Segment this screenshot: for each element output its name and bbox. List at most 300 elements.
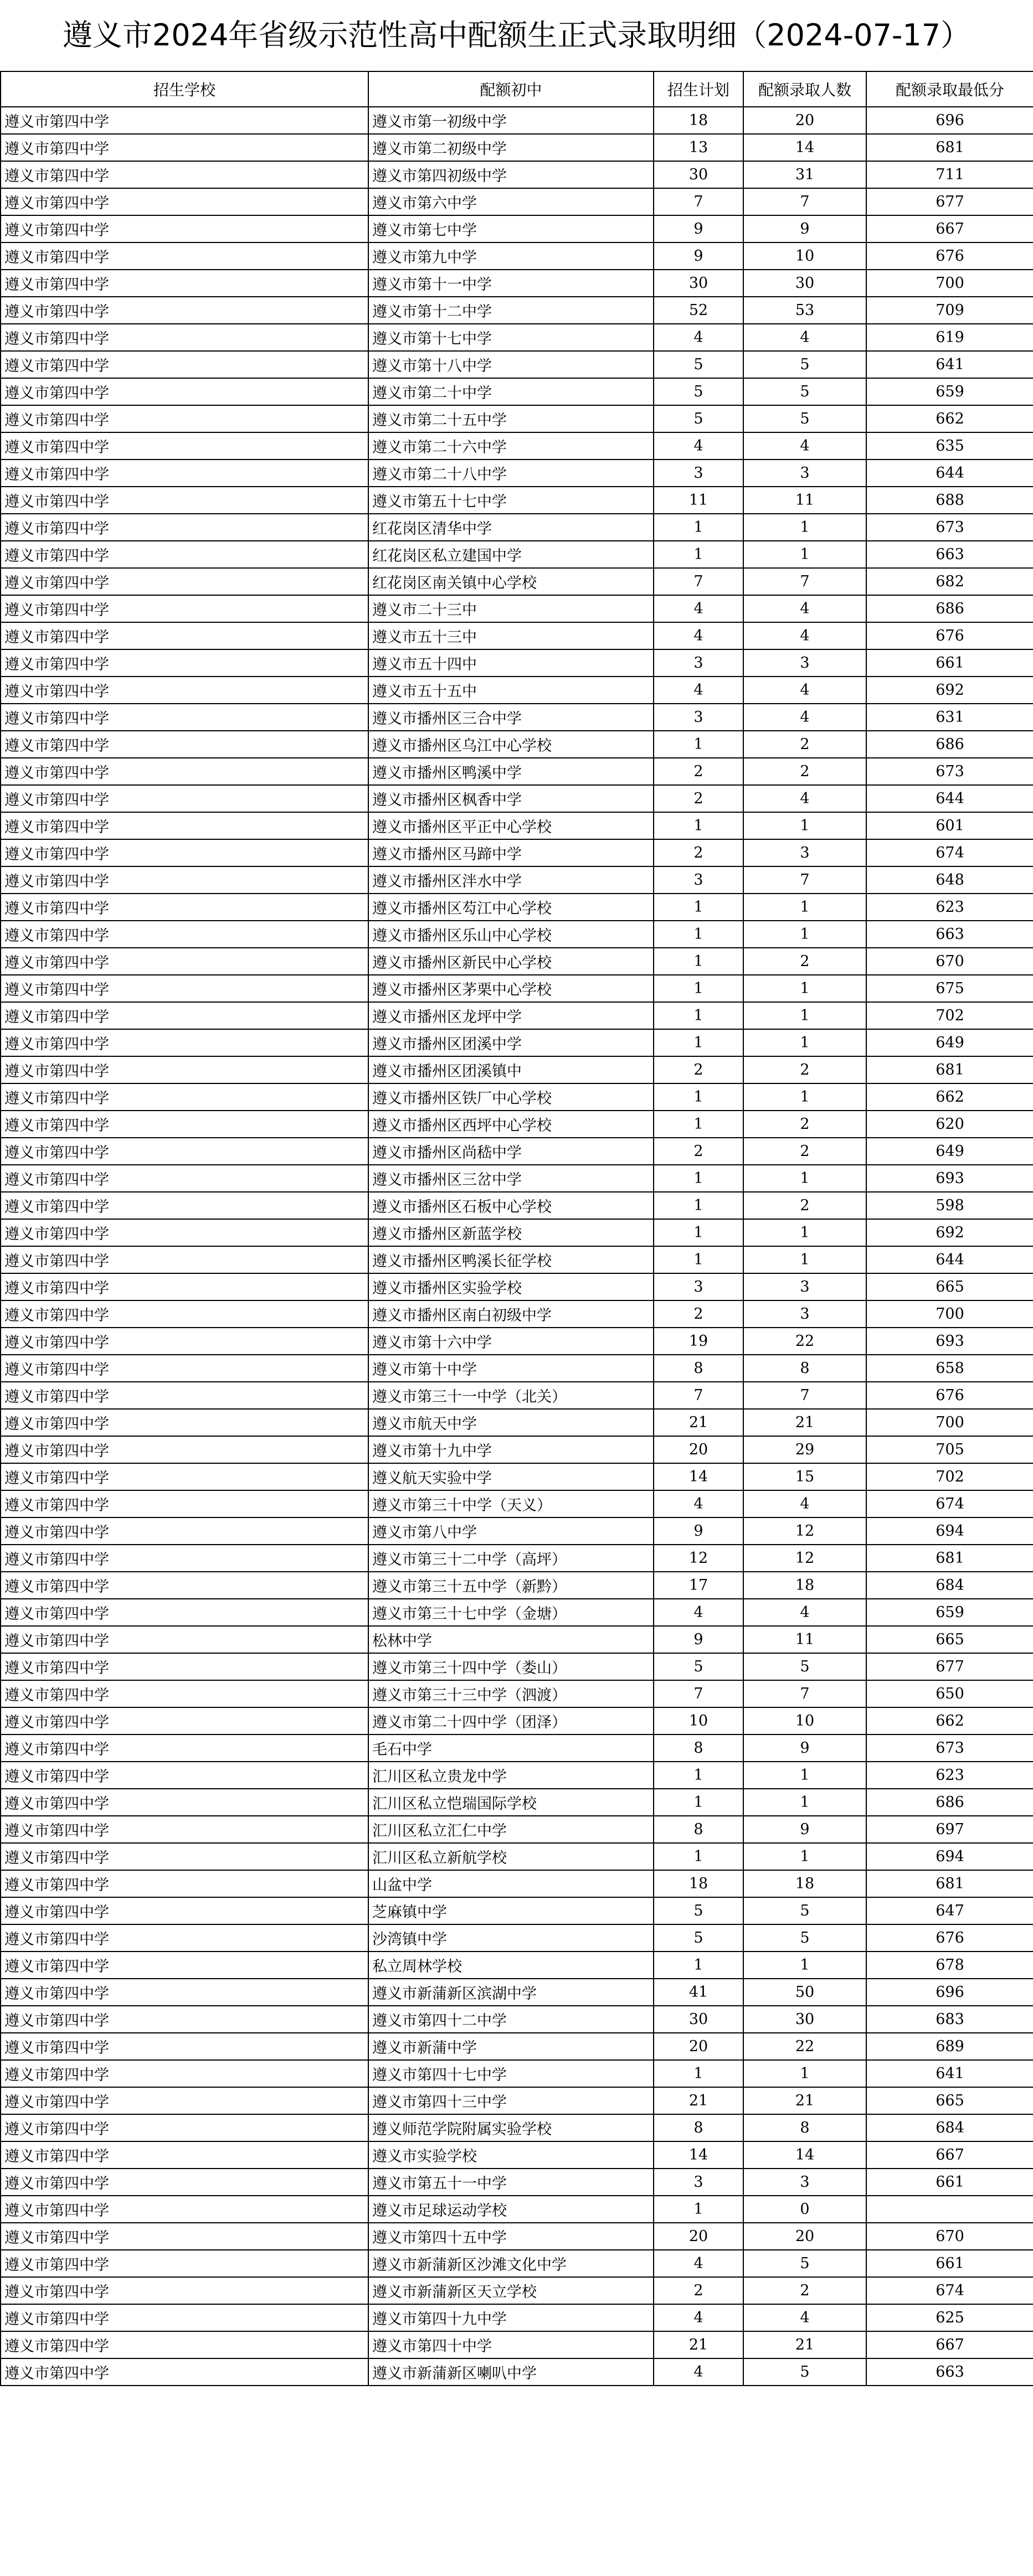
min-score-cell: 677 xyxy=(866,188,1033,215)
school-cell: 遵义市第四中学 xyxy=(1,2087,368,2114)
plan-cell: 3 xyxy=(654,1273,743,1300)
school-cell: 遵义市第四中学 xyxy=(1,731,368,758)
middle-school-cell: 红花岗区南关镇中心学校 xyxy=(368,568,654,595)
school-cell: 遵义市第四中学 xyxy=(1,432,368,460)
min-score-cell: 674 xyxy=(866,2277,1033,2304)
admitted-cell: 3 xyxy=(743,2169,866,2196)
admitted-cell: 30 xyxy=(743,2006,866,2033)
table-row xyxy=(1,1138,1033,1165)
admitted-cell: 9 xyxy=(743,1734,866,1762)
plan-cell: 1 xyxy=(654,1843,743,1870)
min-score-cell: 693 xyxy=(866,1328,1033,1355)
admitted-cell: 4 xyxy=(743,677,866,704)
plan-cell: 2 xyxy=(654,1056,743,1083)
table-row xyxy=(1,2196,1033,2223)
plan-cell: 9 xyxy=(654,242,743,270)
admitted-cell: 5 xyxy=(743,1897,866,1924)
min-score-cell: 641 xyxy=(866,351,1033,378)
table-row xyxy=(1,432,1033,460)
school-cell: 遵义市第四中学 xyxy=(1,1246,368,1273)
middle-school-cell: 遵义市新蒲新区天立学校 xyxy=(368,2277,654,2304)
table-row xyxy=(1,595,1033,622)
middle-school-cell: 遵义市第三十四中学（娄山） xyxy=(368,1653,654,1680)
min-score-cell: 623 xyxy=(866,894,1033,921)
admitted-cell: 4 xyxy=(743,324,866,351)
middle-school-cell: 遵义市新蒲新区沙滩文化中学 xyxy=(368,2250,654,2277)
school-cell: 遵义市第四中学 xyxy=(1,2304,368,2331)
middle-school-cell: 遵义市第二十六中学 xyxy=(368,432,654,460)
min-score-cell: 667 xyxy=(866,2141,1033,2169)
table-row xyxy=(1,134,1033,161)
school-cell: 遵义市第四中学 xyxy=(1,188,368,215)
table-row xyxy=(1,378,1033,405)
min-score-cell: 686 xyxy=(866,595,1033,622)
plan-cell: 5 xyxy=(654,378,743,405)
min-score-cell: 681 xyxy=(866,134,1033,161)
table-row xyxy=(1,1409,1033,1436)
school-cell: 遵义市第四中学 xyxy=(1,1355,368,1382)
admitted-cell: 1 xyxy=(743,541,866,568)
school-cell: 遵义市第四中学 xyxy=(1,2169,368,2196)
plan-cell: 3 xyxy=(654,460,743,487)
admitted-cell: 3 xyxy=(743,460,866,487)
admitted-cell: 4 xyxy=(743,1599,866,1626)
table-row xyxy=(1,866,1033,894)
plan-cell: 1 xyxy=(654,948,743,975)
min-score-cell: 684 xyxy=(866,1572,1033,1599)
header-row xyxy=(1,71,1033,107)
admitted-cell: 7 xyxy=(743,188,866,215)
plan-cell: 1 xyxy=(654,975,743,1002)
middle-school-cell: 遵义市第三十五中学（新黔） xyxy=(368,1572,654,1599)
middle-school-cell: 遵义市播州区实验学校 xyxy=(368,1273,654,1300)
min-score-cell: 661 xyxy=(866,649,1033,677)
plan-cell: 20 xyxy=(654,2033,743,2060)
school-cell: 遵义市第四中学 xyxy=(1,107,368,134)
min-score-cell: 686 xyxy=(866,1789,1033,1816)
school-cell: 遵义市第四中学 xyxy=(1,1138,368,1165)
plan-cell: 4 xyxy=(654,677,743,704)
plan-cell: 13 xyxy=(654,134,743,161)
school-cell: 遵义市第四中学 xyxy=(1,2114,368,2141)
school-cell: 遵义市第四中学 xyxy=(1,514,368,541)
min-score-cell: 658 xyxy=(866,1355,1033,1382)
middle-school-cell: 松林中学 xyxy=(368,1626,654,1653)
admitted-cell: 5 xyxy=(743,1653,866,1680)
middle-school-cell: 遵义市第七中学 xyxy=(368,215,654,242)
middle-school-cell: 遵义市第九中学 xyxy=(368,242,654,270)
plan-cell: 2 xyxy=(654,758,743,785)
school-cell: 遵义市第四中学 xyxy=(1,2250,368,2277)
school-cell: 遵义市第四中学 xyxy=(1,1490,368,1517)
plan-cell: 21 xyxy=(654,2331,743,2358)
table-row xyxy=(1,1192,1033,1219)
school-cell: 遵义市第四中学 xyxy=(1,1463,368,1490)
middle-school-cell: 遵义市第四十中学 xyxy=(368,2331,654,2358)
min-score-cell: 601 xyxy=(866,812,1033,839)
plan-cell: 7 xyxy=(654,1680,743,1707)
middle-school-cell: 汇川区私立贵龙中学 xyxy=(368,1762,654,1789)
middle-school-cell: 遵义市播州区三岔中学 xyxy=(368,1165,654,1192)
school-cell: 遵义市第四中学 xyxy=(1,1734,368,1762)
min-score-cell: 641 xyxy=(866,2060,1033,2087)
school-cell: 遵义市第四中学 xyxy=(1,1816,368,1843)
plan-cell: 5 xyxy=(654,351,743,378)
admitted-cell: 4 xyxy=(743,785,866,812)
plan-cell: 8 xyxy=(654,1734,743,1762)
school-cell: 遵义市第四中学 xyxy=(1,2277,368,2304)
table-row xyxy=(1,2331,1033,2358)
middle-school-cell: 遵义市播州区平正中心学校 xyxy=(368,812,654,839)
middle-school-cell: 遵义市播州区泮水中学 xyxy=(368,866,654,894)
middle-school-cell: 遵义市第二十四中学（团泽） xyxy=(368,1707,654,1734)
middle-school-cell: 遵义市第四十五中学 xyxy=(368,2223,654,2250)
min-score-cell: 705 xyxy=(866,1436,1033,1463)
column-header-plan: 招生计划 xyxy=(654,71,743,107)
school-cell: 遵义市第四中学 xyxy=(1,1924,368,1952)
plan-cell: 8 xyxy=(654,2114,743,2141)
min-score-cell: 700 xyxy=(866,270,1033,297)
table-row xyxy=(1,351,1033,378)
admitted-cell: 21 xyxy=(743,2087,866,2114)
admitted-cell: 2 xyxy=(743,1056,866,1083)
table-row xyxy=(1,649,1033,677)
admitted-cell: 5 xyxy=(743,2250,866,2277)
school-cell: 遵义市第四中学 xyxy=(1,2060,368,2087)
plan-cell: 9 xyxy=(654,215,743,242)
school-cell: 遵义市第四中学 xyxy=(1,1056,368,1083)
admitted-cell: 30 xyxy=(743,270,866,297)
table-row xyxy=(1,568,1033,595)
school-cell: 遵义市第四中学 xyxy=(1,1219,368,1246)
plan-cell: 1 xyxy=(654,1219,743,1246)
table-row xyxy=(1,677,1033,704)
table-row xyxy=(1,1490,1033,1517)
plan-cell: 10 xyxy=(654,1707,743,1734)
plan-cell: 4 xyxy=(654,595,743,622)
plan-cell: 12 xyxy=(654,1545,743,1572)
admitted-cell: 53 xyxy=(743,297,866,324)
min-score-cell: 667 xyxy=(866,2331,1033,2358)
middle-school-cell: 遵义市播州区芶江中心学校 xyxy=(368,894,654,921)
school-cell: 遵义市第四中学 xyxy=(1,2223,368,2250)
middle-school-cell: 遵义市第十八中学 xyxy=(368,351,654,378)
school-cell: 遵义市第四中学 xyxy=(1,324,368,351)
table-row xyxy=(1,1952,1033,1979)
school-cell: 遵义市第四中学 xyxy=(1,242,368,270)
admitted-cell: 4 xyxy=(743,432,866,460)
table-row xyxy=(1,2358,1033,2386)
plan-cell: 14 xyxy=(654,1463,743,1490)
plan-cell: 1 xyxy=(654,1192,743,1219)
school-cell: 遵义市第四中学 xyxy=(1,2196,368,2223)
min-score-cell: 677 xyxy=(866,1653,1033,1680)
middle-school-cell: 遵义市足球运动学校 xyxy=(368,2196,654,2223)
min-score-cell: 678 xyxy=(866,1952,1033,1979)
min-score-cell: 663 xyxy=(866,2358,1033,2386)
plan-cell: 7 xyxy=(654,188,743,215)
admitted-cell: 1 xyxy=(743,1952,866,1979)
admitted-cell: 21 xyxy=(743,1409,866,1436)
table-row xyxy=(1,1924,1033,1952)
admitted-cell: 7 xyxy=(743,1382,866,1409)
min-score-cell: 659 xyxy=(866,378,1033,405)
admitted-cell: 2 xyxy=(743,758,866,785)
school-cell: 遵义市第四中学 xyxy=(1,297,368,324)
school-cell: 遵义市第四中学 xyxy=(1,595,368,622)
plan-cell: 11 xyxy=(654,487,743,514)
table-row xyxy=(1,487,1033,514)
middle-school-cell: 遵义航天实验中学 xyxy=(368,1463,654,1490)
min-score-cell: 674 xyxy=(866,839,1033,866)
plan-cell: 2 xyxy=(654,785,743,812)
admitted-cell: 8 xyxy=(743,2114,866,2141)
plan-cell: 2 xyxy=(654,839,743,866)
plan-cell: 1 xyxy=(654,1165,743,1192)
table-body xyxy=(1,107,1033,2386)
min-score-cell: 620 xyxy=(866,1111,1033,1138)
table-row xyxy=(1,1029,1033,1056)
min-score-cell: 635 xyxy=(866,432,1033,460)
admitted-cell: 1 xyxy=(743,894,866,921)
school-cell: 遵义市第四中学 xyxy=(1,785,368,812)
min-score-cell: 681 xyxy=(866,1056,1033,1083)
table-row xyxy=(1,1789,1033,1816)
table-row xyxy=(1,758,1033,785)
plan-cell: 1 xyxy=(654,2196,743,2223)
middle-school-cell: 沙湾镇中学 xyxy=(368,1924,654,1952)
admitted-cell: 14 xyxy=(743,134,866,161)
min-score-cell: 684 xyxy=(866,2114,1033,2141)
plan-cell: 2 xyxy=(654,1300,743,1328)
table-row xyxy=(1,1056,1033,1083)
middle-school-cell: 遵义市第五十七中学 xyxy=(368,487,654,514)
plan-cell: 8 xyxy=(654,1355,743,1382)
school-cell: 遵义市第四中学 xyxy=(1,894,368,921)
min-score-cell: 696 xyxy=(866,107,1033,134)
table-row xyxy=(1,215,1033,242)
min-score-cell: 673 xyxy=(866,514,1033,541)
admitted-cell: 4 xyxy=(743,2304,866,2331)
admitted-cell: 11 xyxy=(743,487,866,514)
table-row xyxy=(1,1545,1033,1572)
admitted-cell: 1 xyxy=(743,1219,866,1246)
min-score-cell: 697 xyxy=(866,1816,1033,1843)
plan-cell: 7 xyxy=(654,568,743,595)
school-cell: 遵义市第四中学 xyxy=(1,975,368,1002)
middle-school-cell: 遵义市播州区鸭溪长征学校 xyxy=(368,1246,654,1273)
table-row xyxy=(1,948,1033,975)
middle-school-cell: 遵义市第三十中学（天义） xyxy=(368,1490,654,1517)
admitted-cell: 5 xyxy=(743,2358,866,2386)
table-row xyxy=(1,297,1033,324)
min-score-cell: 676 xyxy=(866,242,1033,270)
school-cell: 遵义市第四中学 xyxy=(1,270,368,297)
table-row xyxy=(1,514,1033,541)
table-row xyxy=(1,1762,1033,1789)
min-score-cell: 673 xyxy=(866,1734,1033,1762)
min-score-cell: 661 xyxy=(866,2250,1033,2277)
middle-school-cell: 遵义市第三十三中学（泗渡） xyxy=(368,1680,654,1707)
school-cell: 遵义市第四中学 xyxy=(1,1870,368,1897)
min-score-cell: 647 xyxy=(866,1897,1033,1924)
school-cell: 遵义市第四中学 xyxy=(1,1111,368,1138)
admitted-cell: 1 xyxy=(743,812,866,839)
plan-cell: 1 xyxy=(654,1952,743,1979)
middle-school-cell: 遵义市五十五中 xyxy=(368,677,654,704)
middle-school-cell: 遵义市播州区石板中心学校 xyxy=(368,1192,654,1219)
table-row xyxy=(1,2087,1033,2114)
school-cell: 遵义市第四中学 xyxy=(1,405,368,432)
middle-school-cell: 遵义市第十二中学 xyxy=(368,297,654,324)
plan-cell: 41 xyxy=(654,1979,743,2006)
table-row xyxy=(1,1382,1033,1409)
admitted-cell: 14 xyxy=(743,2141,866,2169)
admitted-cell: 4 xyxy=(743,622,866,649)
table-row xyxy=(1,785,1033,812)
min-score-cell: 696 xyxy=(866,1979,1033,2006)
middle-school-cell: 遵义市第四十二中学 xyxy=(368,2006,654,2033)
middle-school-cell: 遵义市五十四中 xyxy=(368,649,654,677)
school-cell: 遵义市第四中学 xyxy=(1,460,368,487)
page-title: 遵义市2024年省级示范性高中配额生正式录取明细（2024-07-17） xyxy=(62,18,971,53)
middle-school-cell: 遵义市第八中学 xyxy=(368,1517,654,1545)
plan-cell: 1 xyxy=(654,1246,743,1273)
table-row xyxy=(1,242,1033,270)
min-score-cell: 689 xyxy=(866,2033,1033,2060)
min-score-cell: 681 xyxy=(866,1545,1033,1572)
table-row xyxy=(1,405,1033,432)
school-cell: 遵义市第四中学 xyxy=(1,1273,368,1300)
plan-cell: 9 xyxy=(654,1517,743,1545)
column-header-min-score: 配额录取最低分 xyxy=(866,71,1033,107)
school-cell: 遵义市第四中学 xyxy=(1,1409,368,1436)
plan-cell: 1 xyxy=(654,514,743,541)
plan-cell: 5 xyxy=(654,405,743,432)
min-score-cell: 665 xyxy=(866,1626,1033,1653)
middle-school-cell: 遵义市播州区新蓝学校 xyxy=(368,1219,654,1246)
admitted-cell: 50 xyxy=(743,1979,866,2006)
table-row xyxy=(1,1111,1033,1138)
school-cell: 遵义市第四中学 xyxy=(1,1436,368,1463)
table-row xyxy=(1,1246,1033,1273)
plan-cell: 4 xyxy=(654,1599,743,1626)
school-cell: 遵义市第四中学 xyxy=(1,1653,368,1680)
min-score-cell: 709 xyxy=(866,297,1033,324)
min-score-cell: 694 xyxy=(866,1517,1033,1545)
table-row xyxy=(1,2006,1033,2033)
admitted-cell: 29 xyxy=(743,1436,866,1463)
school-cell: 遵义市第四中学 xyxy=(1,1789,368,1816)
plan-cell: 4 xyxy=(654,2250,743,2277)
middle-school-cell: 山盆中学 xyxy=(368,1870,654,1897)
admitted-cell: 7 xyxy=(743,568,866,595)
school-cell: 遵义市第四中学 xyxy=(1,1382,368,1409)
middle-school-cell: 遵义市第十九中学 xyxy=(368,1436,654,1463)
table-row xyxy=(1,1897,1033,1924)
admitted-cell: 4 xyxy=(743,595,866,622)
min-score-cell: 667 xyxy=(866,215,1033,242)
min-score-cell: 662 xyxy=(866,405,1033,432)
plan-cell: 1 xyxy=(654,1762,743,1789)
min-score-cell: 650 xyxy=(866,1680,1033,1707)
admitted-cell: 12 xyxy=(743,1517,866,1545)
table-row xyxy=(1,107,1033,134)
plan-cell: 1 xyxy=(654,1789,743,1816)
plan-cell: 20 xyxy=(654,2223,743,2250)
middle-school-cell: 遵义市第五十一中学 xyxy=(368,2169,654,2196)
middle-school-cell: 遵义市新蒲新区滨湖中学 xyxy=(368,1979,654,2006)
middle-school-cell: 遵义市播州区乐山中心学校 xyxy=(368,921,654,948)
table-row xyxy=(1,2223,1033,2250)
admitted-cell: 20 xyxy=(743,107,866,134)
admitted-cell: 1 xyxy=(743,514,866,541)
school-cell: 遵义市第四中学 xyxy=(1,866,368,894)
middle-school-cell: 遵义市第十一中学 xyxy=(368,270,654,297)
admitted-cell: 3 xyxy=(743,1300,866,1328)
table-row xyxy=(1,1626,1033,1653)
school-cell: 遵义市第四中学 xyxy=(1,1599,368,1626)
admitted-cell: 0 xyxy=(743,2196,866,2223)
school-cell: 遵义市第四中学 xyxy=(1,921,368,948)
middle-school-cell: 遵义市第四初级中学 xyxy=(368,161,654,188)
school-cell: 遵义市第四中学 xyxy=(1,758,368,785)
table-row xyxy=(1,622,1033,649)
middle-school-cell: 遵义市播州区铁厂中心学校 xyxy=(368,1083,654,1111)
school-cell: 遵义市第四中学 xyxy=(1,1762,368,1789)
table-row xyxy=(1,2250,1033,2277)
plan-cell: 2 xyxy=(654,1138,743,1165)
school-cell: 遵义市第四中学 xyxy=(1,1626,368,1653)
school-cell: 遵义市第四中学 xyxy=(1,1517,368,1545)
middle-school-cell: 遵义市播州区茅栗中心学校 xyxy=(368,975,654,1002)
min-score-cell: 665 xyxy=(866,2087,1033,2114)
admitted-cell: 4 xyxy=(743,1490,866,1517)
table-row xyxy=(1,1273,1033,1300)
table-row xyxy=(1,704,1033,731)
school-cell: 遵义市第四中学 xyxy=(1,1165,368,1192)
school-cell: 遵义市第四中学 xyxy=(1,1002,368,1029)
middle-school-cell: 遵义市播州区西坪中心学校 xyxy=(368,1111,654,1138)
plan-cell: 18 xyxy=(654,1870,743,1897)
min-score-cell: 676 xyxy=(866,1924,1033,1952)
school-cell: 遵义市第四中学 xyxy=(1,1328,368,1355)
school-cell: 遵义市第四中学 xyxy=(1,1979,368,2006)
table-row xyxy=(1,894,1033,921)
plan-cell: 4 xyxy=(654,622,743,649)
plan-cell: 3 xyxy=(654,866,743,894)
school-cell: 遵义市第四中学 xyxy=(1,812,368,839)
admitted-cell: 1 xyxy=(743,1789,866,1816)
admitted-cell: 1 xyxy=(743,1246,866,1273)
middle-school-cell: 芝麻镇中学 xyxy=(368,1897,654,1924)
middle-school-cell: 遵义市二十三中 xyxy=(368,595,654,622)
middle-school-cell: 遵义市第十中学 xyxy=(368,1355,654,1382)
admitted-cell: 10 xyxy=(743,1707,866,1734)
school-cell: 遵义市第四中学 xyxy=(1,2358,368,2386)
middle-school-cell: 遵义市五十三中 xyxy=(368,622,654,649)
min-score-cell: 692 xyxy=(866,1219,1033,1246)
plan-cell: 4 xyxy=(654,324,743,351)
min-score-cell: 676 xyxy=(866,622,1033,649)
admitted-cell: 7 xyxy=(743,1680,866,1707)
table-row xyxy=(1,1436,1033,1463)
admission-table xyxy=(0,71,1033,2386)
admitted-cell: 18 xyxy=(743,1870,866,1897)
plan-cell: 4 xyxy=(654,432,743,460)
school-cell: 遵义市第四中学 xyxy=(1,2141,368,2169)
middle-school-cell: 红花岗区私立建国中学 xyxy=(368,541,654,568)
